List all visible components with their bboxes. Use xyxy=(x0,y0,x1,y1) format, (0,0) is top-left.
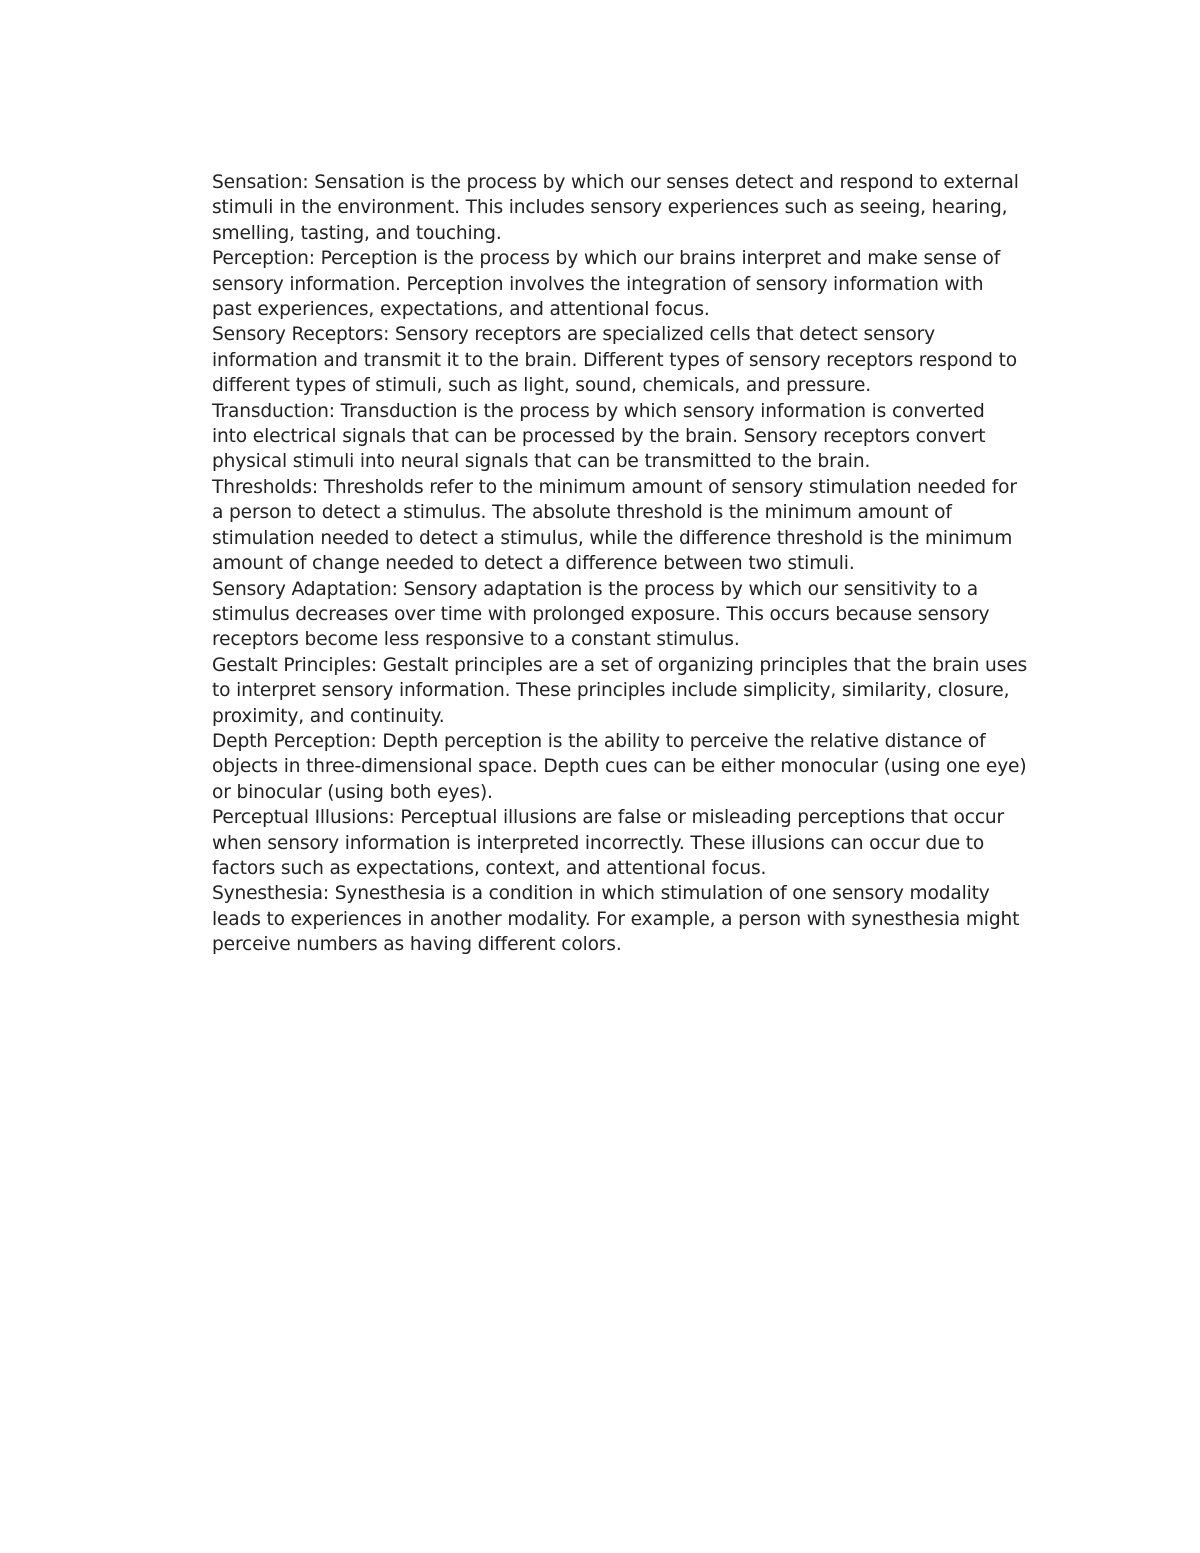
entry-synesthesia xyxy=(212,881,1072,957)
document-body xyxy=(212,170,1072,958)
text-line: Transduction: Transduction is the process by which sensory information is converted xyxy=(212,400,985,422)
text-line: perceive numbers as having different colors. xyxy=(212,934,622,956)
entry-perception xyxy=(212,246,1072,322)
text-line: to interpret sensory information. These principles include simplicity, similarity, closure, xyxy=(212,680,1010,702)
text-line: physical stimuli into neural signals that can be transmitted to the brain. xyxy=(212,451,871,473)
text-line: factors such as expectations, context, and attentional focus. xyxy=(212,857,767,879)
text-line: Gestalt Principles: Gestalt principles are a set of organizing principles that the brain uses xyxy=(212,654,1028,676)
entry-sensory-adaptation xyxy=(212,577,1072,653)
text-line: sensory information. Perception involves the integration of sensory information with xyxy=(212,273,984,295)
text-line: smelling, tasting, and touching. xyxy=(212,222,502,244)
text-line: amount of change needed to detect a difference between two stimuli. xyxy=(212,553,855,575)
text-line: Perception: Perception is the process by which our brains interpret and make sense of xyxy=(212,248,1001,270)
text-line: different types of stimuli, such as light, sound, chemicals, and pressure. xyxy=(212,375,872,397)
text-line: objects in three-dimensional space. Depth cues can be either monocular (using one eye) xyxy=(212,756,1027,778)
text-line: Synesthesia: Synesthesia is a condition in which stimulation of one sensory modality xyxy=(212,883,990,905)
text-line: stimulation needed to detect a stimulus, while the difference threshold is the minimum xyxy=(212,527,1013,549)
entry-transduction xyxy=(212,399,1072,475)
text-line: leads to experiences in another modality. For example, a person with synesthesia might xyxy=(212,908,1020,930)
text-line: information and transmit it to the brain. Different types of sensory receptors respond to xyxy=(212,349,1017,371)
text-line: receptors become less responsive to a constant stimulus. xyxy=(212,629,740,651)
text-line: into electrical signals that can be processed by the brain. Sensory receptors convert xyxy=(212,426,986,448)
text-line: Perceptual Illusions: Perceptual illusions are false or misleading perceptions that occur xyxy=(212,807,1005,829)
text-line: Sensation: Sensation is the process by which our senses detect and respond to external xyxy=(212,172,1019,193)
text-line: stimulus decreases over time with prolonged exposure. This occurs because sensory xyxy=(212,603,990,625)
entry-sensory-receptors xyxy=(212,322,1072,398)
text-line: a person to detect a stimulus. The absolute threshold is the minimum amount of xyxy=(212,502,952,524)
text-line: Sensory Adaptation: Sensory adaptation is the process by which our sensitivity to a xyxy=(212,578,978,600)
entry-thresholds xyxy=(212,475,1072,577)
entry-depth-perception xyxy=(212,729,1072,805)
text-line: when sensory information is interpreted incorrectly. These illusions can occur due to xyxy=(212,832,985,854)
text-line: stimuli in the environment. This includes sensory experiences such as seeing, hearing, xyxy=(212,197,1008,219)
entry-gestalt-principles xyxy=(212,653,1072,729)
entry-perceptual-illusions xyxy=(212,805,1072,881)
text-line: Thresholds: Thresholds refer to the minimum amount of sensory stimulation needed for xyxy=(212,476,1017,498)
entry-sensation xyxy=(212,170,1072,246)
text-line: proximity, and continuity. xyxy=(212,705,445,727)
text-line: or binocular (using both eyes). xyxy=(212,781,493,803)
text-line: Sensory Receptors: Sensory receptors are specialized cells that detect sensory xyxy=(212,324,936,346)
text-line: past experiences, expectations, and attentional focus. xyxy=(212,299,710,321)
text-line: Depth Perception: Depth perception is the ability to perceive the relative distance of xyxy=(212,730,986,752)
